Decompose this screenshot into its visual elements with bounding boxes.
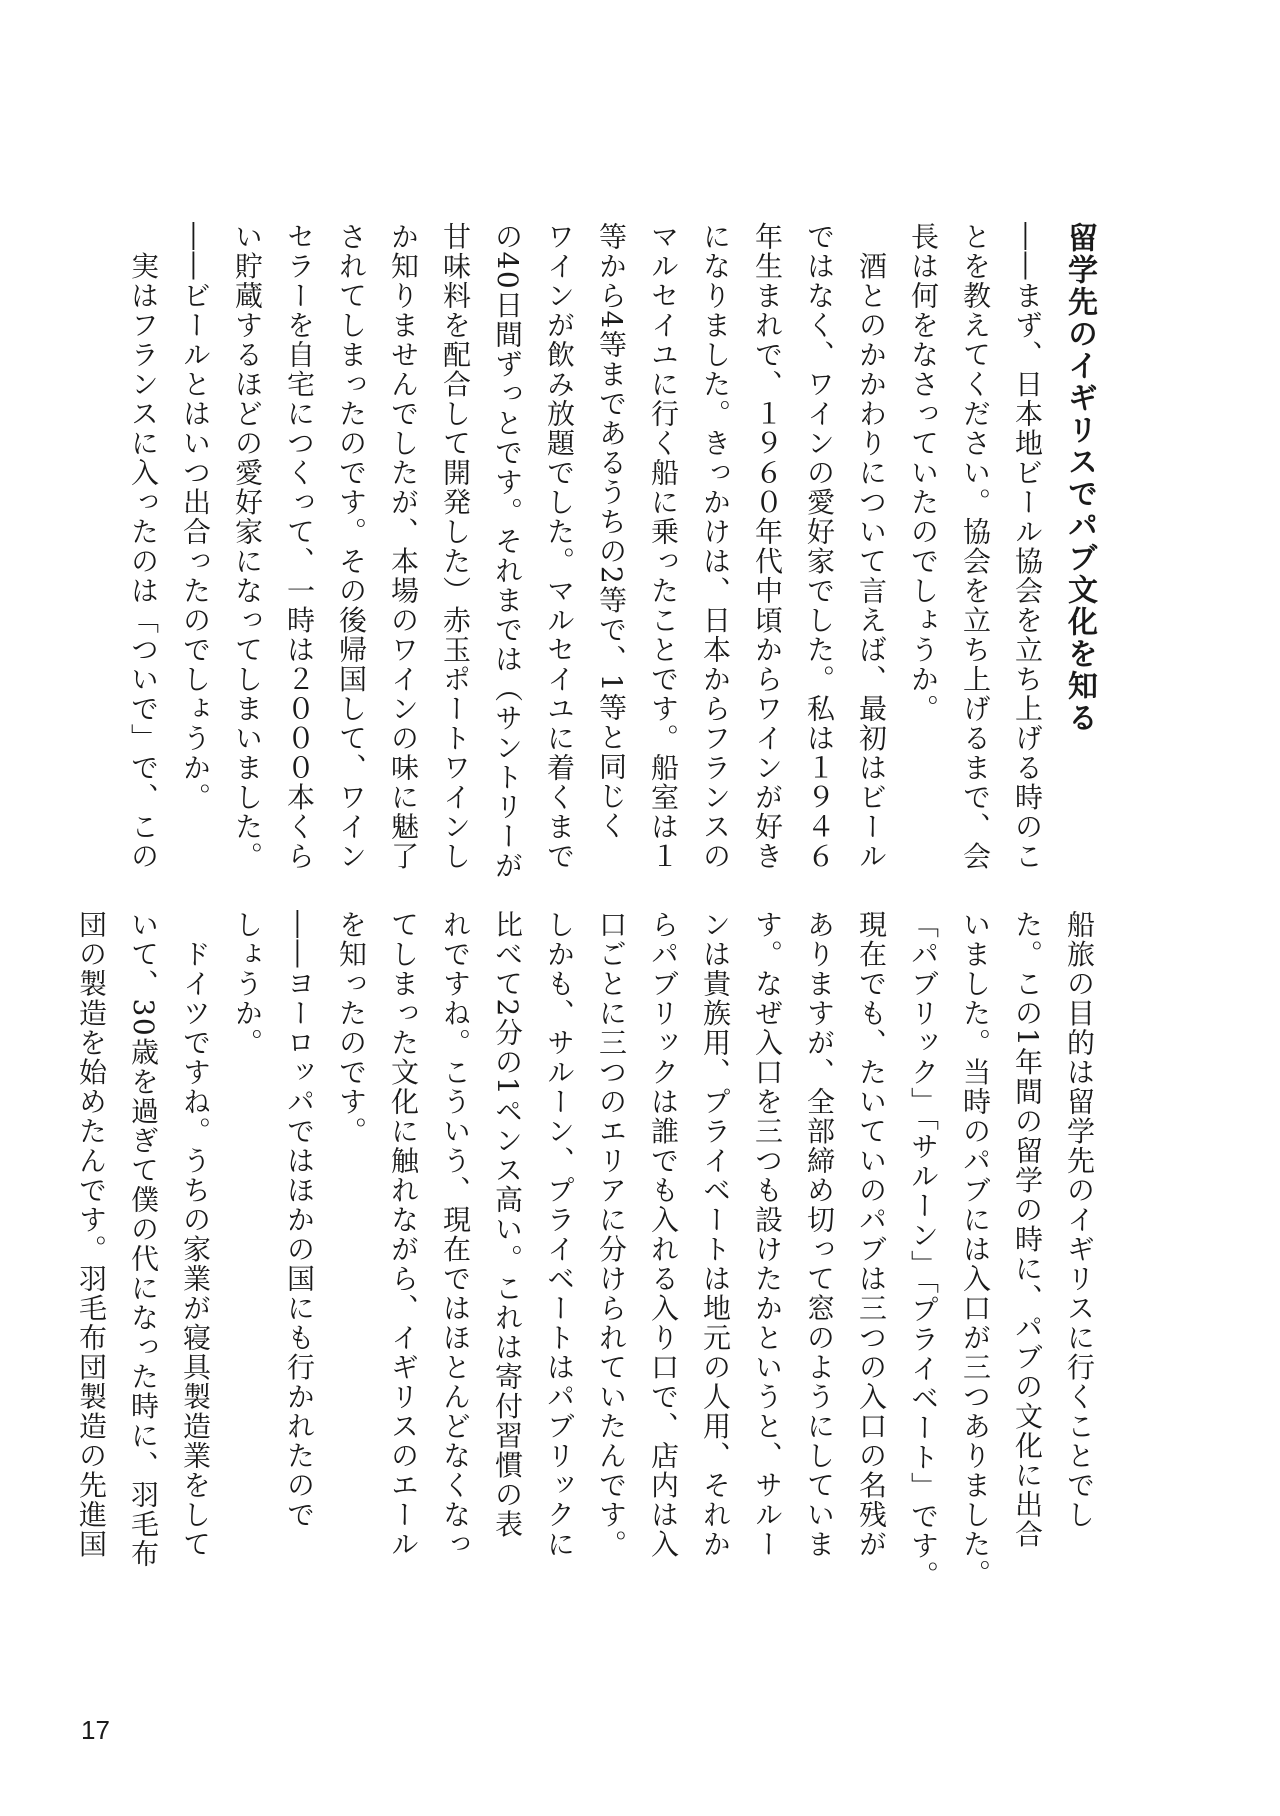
text-column: いました。当時のパブには入口が三つありました。 bbox=[959, 910, 992, 1589]
text-column: になりました。きっかけは、日本からフランスの bbox=[699, 222, 732, 871]
text-column: 団の製造を始めたんです。羽毛布団製造の先進国 bbox=[75, 910, 108, 1559]
text-column: か知りませんでしたが、本場のワインの味に魅了 bbox=[387, 222, 420, 871]
text-column: ドイツですね。うちの家業が寝具製造業をして bbox=[179, 910, 212, 1559]
text-column: 酒とのかかわりについて言えば、最初はビール bbox=[855, 222, 888, 871]
text-column: 口ごとに三つのエリアに分けられていたんです。 bbox=[595, 910, 628, 1559]
text-column: 比べて2分の1ペンス高い。これは寄付習慣の表 bbox=[491, 910, 524, 1539]
text-column: 実はフランスに入ったのは「ついで」で、この bbox=[127, 222, 160, 871]
text-column: 現在でも、たいていのパブは三つの入口の名残が bbox=[855, 910, 888, 1559]
text-column: 長は何をなさっていたのでしょうか。 bbox=[907, 222, 940, 724]
text-column: 「パブリック」「サルーン」「プライベート」です。 bbox=[907, 910, 940, 1590]
text-column: 甘味料を配合して開発した）赤玉ポートワインし bbox=[439, 222, 472, 871]
text-column: てしまった文化に触れながら、イギリスのエール bbox=[387, 910, 420, 1559]
text-column: の40日間ずっとです。それまでは（サントリーが bbox=[491, 222, 524, 881]
text-column: ありますが、全部締め切って窓のようにしていま bbox=[803, 910, 836, 1559]
text-column: されてしまったのです。その後帰国して、ワイン bbox=[335, 222, 368, 871]
text-column: しかも、サルーン、プライベートはパブリックに bbox=[543, 910, 576, 1559]
text-column: ――ヨーロッパではほかの国にも行かれたので bbox=[283, 910, 316, 1530]
text-column: た。この1年間の留学の時に、パブの文化に出合 bbox=[1011, 910, 1044, 1549]
text-column: セラーを自宅につくって、一時は２０００本くら bbox=[283, 222, 316, 871]
text-column: す。なぜ入口を三つも設けたかというと、サルー bbox=[751, 910, 784, 1559]
text-column: ンは貴族用、プライベートは地元の人用、それか bbox=[699, 910, 732, 1559]
upper-text-block bbox=[127, 222, 1105, 897]
text-column: ――まず、日本地ビール協会を立ち上げる時のこ bbox=[1011, 222, 1044, 871]
lower-text-block bbox=[75, 910, 1105, 1590]
page-number: 17 bbox=[81, 1715, 110, 1745]
text-column: い貯蔵するほどの愛好家になってしまいました。 bbox=[231, 222, 264, 871]
text-column: ワインが飲み放題でした。マルセイユに着くまで bbox=[543, 222, 576, 871]
text-column: を知ったのです。 bbox=[335, 910, 368, 1146]
text-column: いて、30歳を過ぎて僕の代になった時に、羽毛布 bbox=[127, 910, 160, 1569]
text-column: ではなく、ワインの愛好家でした。私は１９４６ bbox=[803, 222, 836, 871]
section-heading: 留学先のイギリスでパブ文化を知る bbox=[1062, 222, 1097, 734]
text-column: 等から4等まであるうちの2等で、1等と同じく bbox=[595, 222, 628, 841]
text-column: らパブリックは誰でも入れる入り口で、店内は入 bbox=[647, 910, 680, 1559]
text-column: れですね。こういう、現在ではほとんどなくなっ bbox=[439, 910, 472, 1559]
text-column: ――ビールとはいつ出合ったのでしょうか。 bbox=[179, 222, 212, 812]
text-column: 船旅の目的は留学先のイギリスに行くことでし bbox=[1063, 910, 1096, 1530]
text-column: とを教えてください。協会を立ち上げるまで、会 bbox=[959, 222, 992, 871]
text-column: しょうか。 bbox=[231, 910, 264, 1058]
text-column: 年生まれで、１９６０年代中頃からワインが好き bbox=[751, 222, 784, 871]
text-column: マルセイユに行く船に乗ったことです。船室は１ bbox=[647, 222, 680, 871]
